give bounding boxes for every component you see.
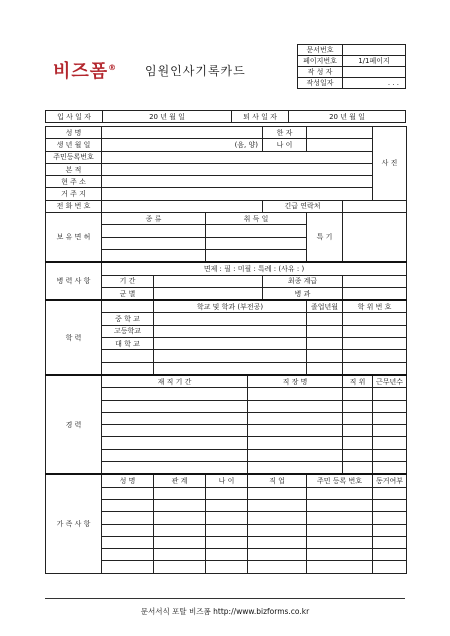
career-cell[interactable]: [248, 437, 343, 449]
footer-divider: [45, 598, 405, 599]
document-meta-table: [297, 44, 406, 89]
family-cell[interactable]: [307, 512, 373, 524]
family-cell[interactable]: [102, 524, 154, 536]
emergency-field[interactable]: [343, 200, 407, 212]
license-cell[interactable]: [102, 225, 206, 237]
career-cell[interactable]: [102, 449, 248, 461]
family-cell[interactable]: [248, 512, 307, 524]
career-cell[interactable]: [248, 412, 343, 424]
career-cell[interactable]: [102, 437, 248, 449]
meta-label: 작성일자: [298, 78, 343, 89]
family-cell[interactable]: [307, 536, 373, 548]
military-options[interactable]: 면제 : 필 : 미필 : 특례 : (사유 : ): [102, 262, 407, 275]
final-rank-label: 최종 계급: [263, 275, 343, 287]
career-cell[interactable]: [373, 388, 407, 400]
career-cell[interactable]: [102, 425, 248, 437]
family-cell[interactable]: [248, 524, 307, 536]
career-cell[interactable]: [248, 400, 343, 412]
family-cell[interactable]: [102, 499, 154, 511]
meta-label: 문서번호: [298, 45, 343, 56]
edu-col-school: 학교 및 학과 (부전공): [154, 300, 307, 313]
meta-label: 작 성 자: [298, 67, 343, 78]
edu-cell[interactable]: [154, 362, 307, 375]
period-label: 기 간: [102, 275, 154, 287]
family-col-name: 성 명: [102, 474, 154, 487]
family-cell[interactable]: [154, 561, 206, 573]
origin-label: 본 적: [46, 163, 102, 175]
meta-label: 페이지번호: [298, 56, 343, 67]
edu-row-label: 중 학 교: [102, 313, 154, 325]
career-cell[interactable]: [248, 449, 343, 461]
career-col-period: 재 직 기 간: [102, 375, 248, 388]
family-cell[interactable]: [373, 524, 407, 536]
family-cell[interactable]: [307, 549, 373, 561]
edu-cell[interactable]: [343, 350, 407, 362]
career-cell[interactable]: [373, 412, 407, 424]
arm-field[interactable]: [343, 287, 407, 300]
edu-cell[interactable]: [154, 350, 307, 362]
family-cell[interactable]: [154, 487, 206, 499]
edu-row-label: 대 학 교: [102, 338, 154, 350]
edu-col-grad: 졸업년월: [307, 300, 343, 313]
specialty-field[interactable]: [343, 213, 407, 263]
photo-box: [373, 127, 407, 201]
edu-cell[interactable]: [343, 325, 407, 337]
period-field[interactable]: [154, 275, 263, 287]
family-cell[interactable]: [154, 549, 206, 561]
career-col-company: 직 장 명: [248, 375, 343, 388]
personal-record-table: [45, 126, 407, 574]
family-cell[interactable]: [102, 549, 154, 561]
address-label: 현 주 소: [46, 176, 102, 188]
leave-date-label: 퇴 사 일 자: [232, 111, 289, 123]
family-cell[interactable]: [373, 549, 407, 561]
family-cell[interactable]: [373, 487, 407, 499]
career-cell[interactable]: [248, 462, 343, 475]
career-cell[interactable]: [343, 425, 373, 437]
license-cell[interactable]: [102, 249, 206, 262]
family-cell[interactable]: [373, 499, 407, 511]
family-cell[interactable]: [206, 487, 248, 499]
family-cell[interactable]: [102, 536, 154, 548]
family-cell[interactable]: [248, 561, 307, 573]
family-cell[interactable]: [307, 487, 373, 499]
family-cell[interactable]: [206, 561, 248, 573]
company-logo: 비즈폼®: [53, 61, 118, 82]
family-cell[interactable]: [154, 512, 206, 524]
family-cell[interactable]: [248, 487, 307, 499]
leave-date-field[interactable]: 20 년 월 일: [289, 111, 406, 123]
birth-field[interactable]: (음, 양): [102, 139, 263, 151]
family-col-job: 직 업: [248, 474, 307, 487]
residence-label: 거 주 지: [46, 188, 102, 200]
resident-no-label: 주민등록번호: [46, 151, 102, 163]
license-cell[interactable]: [206, 249, 307, 262]
family-cell[interactable]: [307, 499, 373, 511]
hire-date-label: 입 사 일 자: [46, 111, 103, 123]
branch-label: 군 별: [102, 287, 154, 300]
photo-label: 사 진: [381, 159, 398, 168]
license-col-type: 종 류: [102, 213, 206, 225]
career-cell[interactable]: [102, 412, 248, 424]
birth-label: 생 년 월 일: [46, 139, 102, 151]
edu-cell[interactable]: [102, 362, 154, 375]
license-cell[interactable]: [206, 237, 307, 249]
edu-cell[interactable]: [307, 325, 343, 337]
edu-cell[interactable]: [307, 338, 343, 350]
family-cell[interactable]: [206, 499, 248, 511]
edu-cell[interactable]: [307, 350, 343, 362]
name-field[interactable]: [102, 127, 263, 139]
family-cell[interactable]: [102, 487, 154, 499]
edu-col-degree: 학 위 번 호: [343, 300, 407, 313]
phone-field[interactable]: [102, 200, 263, 212]
career-cell[interactable]: [343, 437, 373, 449]
edu-cell[interactable]: [154, 325, 307, 337]
phone-label: 전 화 번 호: [46, 200, 102, 212]
edu-cell[interactable]: [307, 362, 343, 375]
career-cell[interactable]: [343, 412, 373, 424]
family-label: 가 족 사 항: [46, 474, 102, 573]
family-cell[interactable]: [206, 549, 248, 561]
emergency-label: 긴급 연락처: [263, 200, 343, 212]
military-label: 병 력 사 항: [46, 262, 102, 300]
edu-cell[interactable]: [343, 362, 407, 375]
license-cell[interactable]: [102, 237, 206, 249]
career-cell[interactable]: [102, 462, 248, 475]
career-cell[interactable]: [373, 462, 407, 475]
edu-cell[interactable]: [154, 313, 307, 325]
specialty-label: 특 기: [307, 213, 343, 263]
career-cell[interactable]: [248, 388, 343, 400]
meta-value: 1/1페이지: [343, 56, 406, 67]
career-cell[interactable]: [343, 449, 373, 461]
career-cell[interactable]: [343, 462, 373, 475]
career-cell[interactable]: [102, 388, 248, 400]
family-cell[interactable]: [154, 524, 206, 536]
career-col-years: 근무년수: [373, 375, 407, 388]
arm-label: 병 과: [263, 287, 343, 300]
edu-row-label: 고등학교: [102, 325, 154, 337]
residence-field[interactable]: [102, 188, 373, 200]
family-cell[interactable]: [206, 524, 248, 536]
family-col-relation: 관 계: [154, 474, 206, 487]
family-cell[interactable]: [307, 524, 373, 536]
career-cell[interactable]: [102, 400, 248, 412]
edu-cell[interactable]: [343, 313, 407, 325]
family-cell[interactable]: [248, 549, 307, 561]
family-cell[interactable]: [206, 536, 248, 548]
document-title: 임원인사기록카드: [145, 64, 246, 78]
license-col-date: 취 득 일: [206, 213, 307, 225]
license-label: 보 유 면 허: [46, 213, 102, 263]
family-cell[interactable]: [248, 536, 307, 548]
education-label: 학 력: [46, 300, 102, 375]
age-label: 나 이: [263, 139, 307, 151]
date-table: [45, 110, 406, 123]
final-rank-field[interactable]: [343, 275, 407, 287]
resident-no-field[interactable]: [102, 151, 373, 163]
career-cell[interactable]: [343, 388, 373, 400]
meta-value: [343, 45, 406, 56]
address-field[interactable]: [102, 176, 373, 188]
license-cell[interactable]: [206, 225, 307, 237]
family-col-cohabit: 동거여부: [373, 474, 407, 487]
family-cell[interactable]: [206, 512, 248, 524]
career-cell[interactable]: [373, 400, 407, 412]
hire-date-field[interactable]: 20 년 월 일: [103, 111, 232, 123]
meta-value: [343, 67, 406, 78]
family-cell[interactable]: [248, 499, 307, 511]
hanja-label: 한 자: [263, 127, 307, 139]
family-cell[interactable]: [373, 561, 407, 573]
career-cell[interactable]: [373, 425, 407, 437]
family-cell[interactable]: [373, 536, 407, 548]
family-cell[interactable]: [102, 512, 154, 524]
family-cell[interactable]: [154, 536, 206, 548]
family-cell[interactable]: [154, 499, 206, 511]
career-cell[interactable]: [343, 400, 373, 412]
origin-field[interactable]: [102, 163, 373, 175]
career-cell[interactable]: [373, 449, 407, 461]
branch-field[interactable]: [154, 287, 263, 300]
career-cell[interactable]: [373, 437, 407, 449]
edu-cell[interactable]: [102, 350, 154, 362]
career-cell[interactable]: [248, 425, 343, 437]
footer-text: 문서서식 포탈 비즈폼 http://www.bizforms.co.kr: [140, 607, 310, 616]
hanja-field[interactable]: [307, 127, 373, 139]
edu-cell[interactable]: [154, 338, 307, 350]
meta-value: . . .: [343, 78, 406, 89]
family-cell[interactable]: [373, 512, 407, 524]
edu-blank: [102, 300, 154, 313]
name-label: 성 명: [46, 127, 102, 139]
career-label: 경 력: [46, 375, 102, 474]
career-col-position: 직 위: [343, 375, 373, 388]
family-cell[interactable]: [102, 561, 154, 573]
edu-cell[interactable]: [307, 313, 343, 325]
family-col-resident: 주민 등록 번호: [307, 474, 373, 487]
family-col-age: 나 이: [206, 474, 248, 487]
age-field[interactable]: [307, 139, 373, 151]
family-cell[interactable]: [307, 561, 373, 573]
edu-cell[interactable]: [343, 338, 407, 350]
